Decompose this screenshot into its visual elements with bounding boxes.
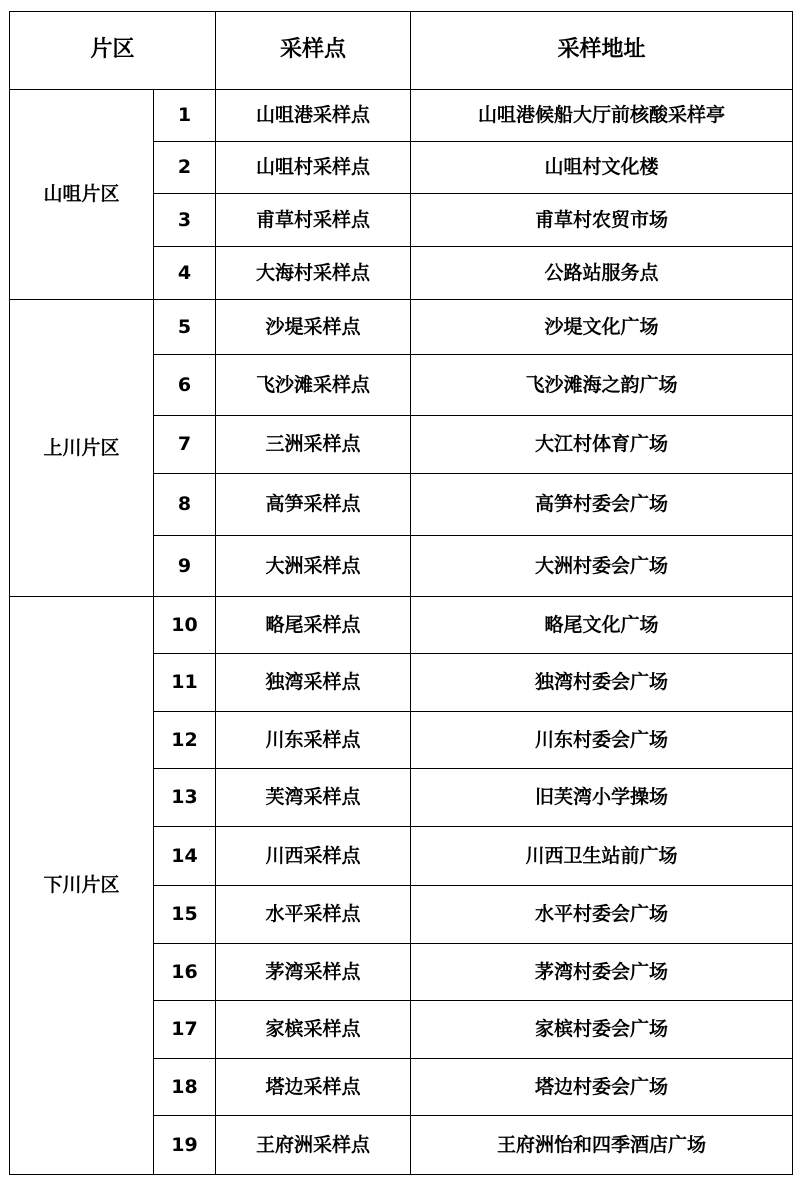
table-row [10,90,793,142]
site-address: 高笋村委会广场 [411,474,793,536]
site-name: 家槟采样点 [216,1001,411,1059]
row-number: 8 [154,474,216,536]
site-name: 山咀港采样点 [216,90,411,142]
row-number: 1 [154,90,216,142]
table-row [10,300,793,355]
row-number: 18 [154,1059,216,1116]
site-address: 川东村委会广场 [411,712,793,769]
site-name: 茅湾采样点 [216,944,411,1001]
site-address: 山咀村文化楼 [411,142,793,194]
row-number: 15 [154,886,216,944]
site-address: 公路站服务点 [411,247,793,300]
row-number: 12 [154,712,216,769]
row-number: 7 [154,416,216,474]
site-name: 王府洲采样点 [216,1116,411,1175]
site-name: 高笋采样点 [216,474,411,536]
site-name: 水平采样点 [216,886,411,944]
sampling-site-table [9,11,793,1175]
site-name: 芙湾采样点 [216,769,411,827]
site-name: 略尾采样点 [216,597,411,654]
site-address: 水平村委会广场 [411,886,793,944]
header-district: 片区 [10,12,216,90]
row-number: 16 [154,944,216,1001]
site-address: 大洲村委会广场 [411,536,793,597]
site-name: 独湾采样点 [216,654,411,712]
site-address: 茅湾村委会广场 [411,944,793,1001]
site-name: 大洲采样点 [216,536,411,597]
site-address: 旧芙湾小学操场 [411,769,793,827]
row-number: 19 [154,1116,216,1175]
site-name: 川西采样点 [216,827,411,886]
site-name: 大海村采样点 [216,247,411,300]
row-number: 2 [154,142,216,194]
site-name: 沙堤采样点 [216,300,411,355]
row-number: 17 [154,1001,216,1059]
table-row [10,597,793,654]
header-address: 采样地址 [411,12,793,90]
row-number: 14 [154,827,216,886]
district-cell: 山咀片区 [10,90,154,300]
site-name: 三洲采样点 [216,416,411,474]
site-address: 略尾文化广场 [411,597,793,654]
row-number: 13 [154,769,216,827]
header-site: 采样点 [216,12,411,90]
site-address: 川西卫生站前广场 [411,827,793,886]
district-cell: 上川片区 [10,300,154,597]
site-address: 王府洲怡和四季酒店广场 [411,1116,793,1175]
row-number: 3 [154,194,216,247]
row-number: 5 [154,300,216,355]
site-address: 飞沙滩海之韵广场 [411,355,793,416]
row-number: 10 [154,597,216,654]
row-number: 9 [154,536,216,597]
site-address: 塔边村委会广场 [411,1059,793,1116]
site-address: 独湾村委会广场 [411,654,793,712]
site-name: 飞沙滩采样点 [216,355,411,416]
row-number: 11 [154,654,216,712]
site-address: 大江村体育广场 [411,416,793,474]
site-address: 山咀港候船大厅前核酸采样亭 [411,90,793,142]
site-address: 沙堤文化广场 [411,300,793,355]
site-address: 甫草村农贸市场 [411,194,793,247]
row-number: 4 [154,247,216,300]
site-name: 川东采样点 [216,712,411,769]
site-name: 甫草村采样点 [216,194,411,247]
site-name: 塔边采样点 [216,1059,411,1116]
header-row [10,12,793,90]
row-number: 6 [154,355,216,416]
site-address: 家槟村委会广场 [411,1001,793,1059]
district-cell: 下川片区 [10,597,154,1175]
site-name: 山咀村采样点 [216,142,411,194]
